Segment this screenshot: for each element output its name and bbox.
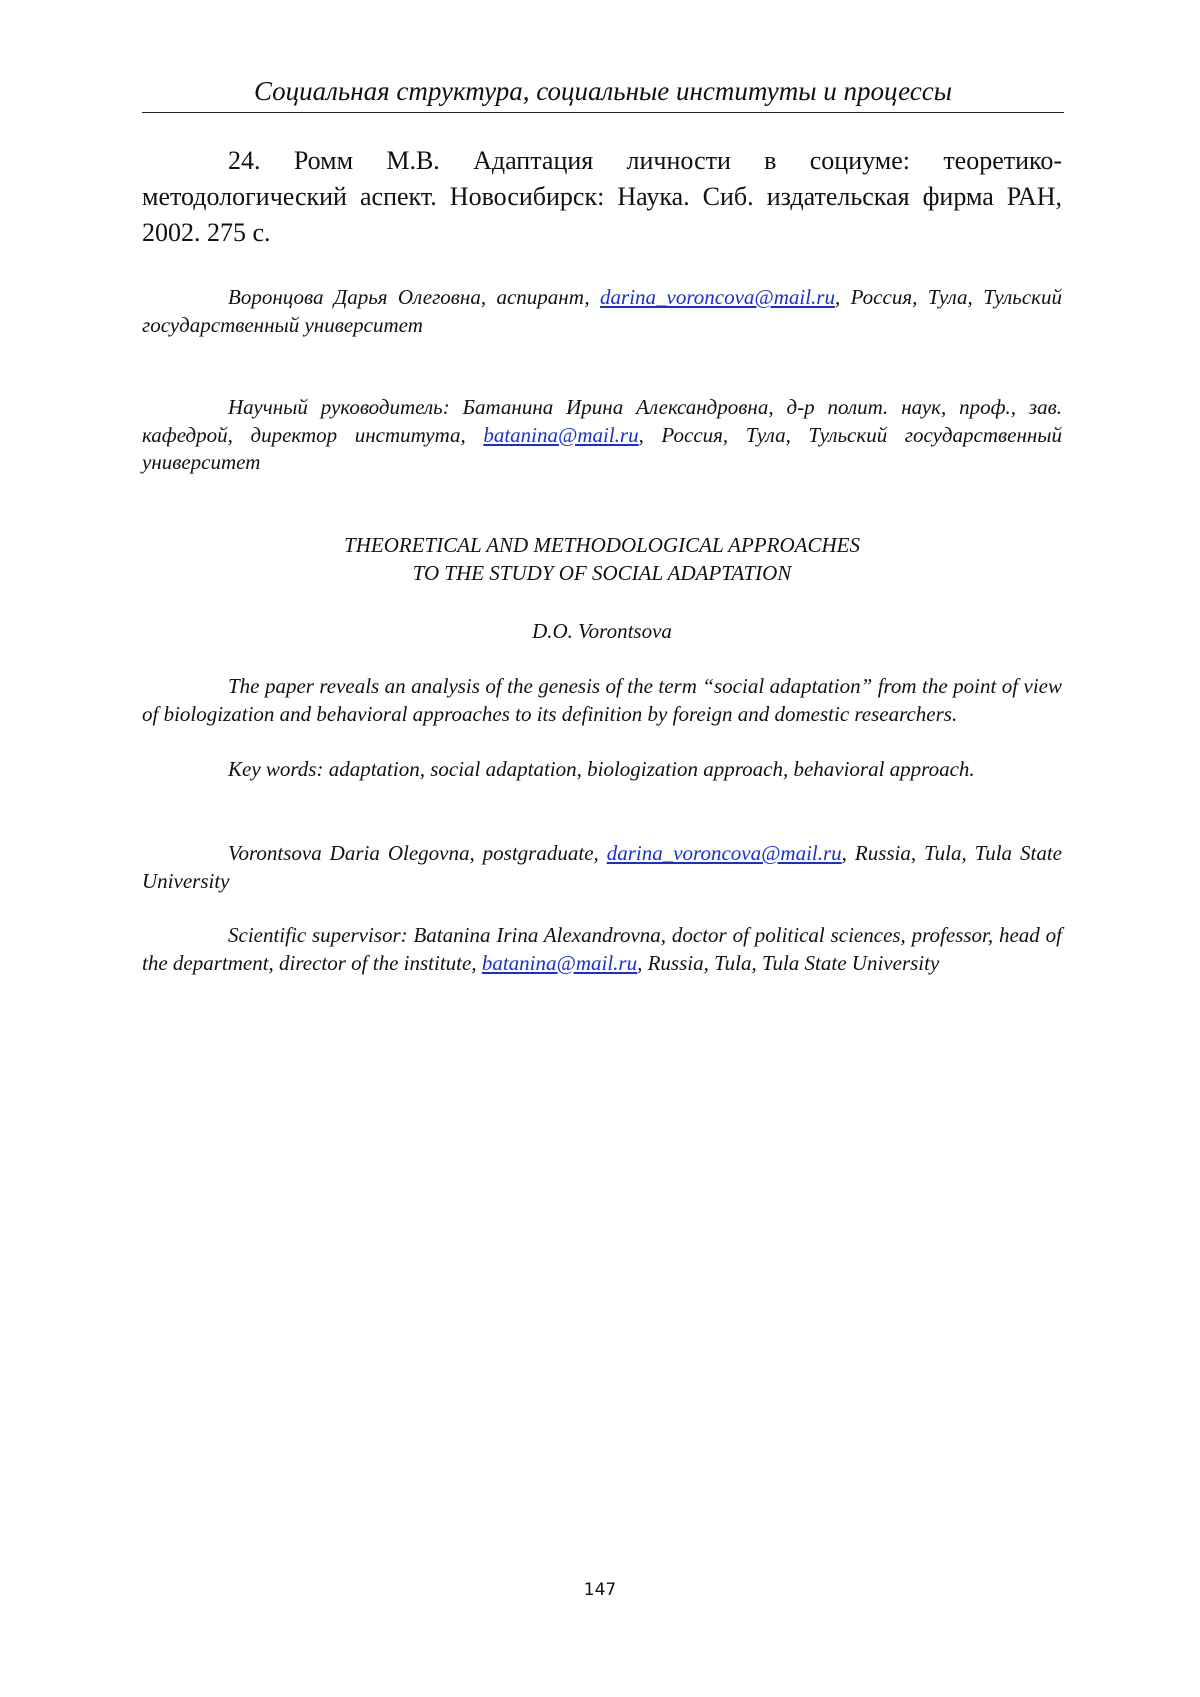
supervisor-ru-email-link[interactable]: batanina@mail.ru — [483, 422, 639, 447]
supervisor-info-ru — [142, 394, 1062, 477]
supervisor-en-text: Scientific supervisor: Batanina Irina Alexandrovna, doctor of political sciences, professor, head of the department, director of the institute, — [142, 923, 1062, 975]
author-ru-email-link[interactable]: darina_voroncova@mail.ru — [600, 285, 835, 309]
author-ru-text: Воронцова Дарья Олеговна, аспирант, — [228, 285, 590, 309]
keywords-en — [142, 756, 1062, 784]
abstract-text: The paper reveals an analysis of the genesis of the term “social adaptation” from the point of view of biologization and behavioral approaches to its definition by foreign and domestic researchers. — [142, 674, 1062, 726]
running-title: Социальная структура, социальные институты и процессы — [253, 76, 953, 106]
author-en-text: Vorontsova Daria Olegovna, postgraduate, — [228, 841, 599, 865]
reference-text: Ромм М.В. Адаптация личности в социуме: теоретико-методологический аспект. Новосибирск: Наука. Сиб. издательская фирма РАН, 2002. 275 с. — [142, 146, 1063, 247]
article-author-en — [142, 618, 1062, 646]
author-en-affiliation: , Russia, Tula, Tula State University — [142, 841, 1062, 893]
author-ru-affiliation: , Россия, Тула, Тульский государственный университет — [142, 285, 1062, 337]
reference-item — [142, 143, 1062, 251]
page-number: 147 — [583, 1580, 617, 1600]
author-en-short: D.O. Vorontsova — [532, 619, 672, 643]
supervisor-en-email-link[interactable]: batanina@mail.ru — [481, 950, 638, 975]
article-title-line-1: THEORETICAL AND METHODOLOGICAL APPROACHES — [344, 533, 860, 557]
article-title-line-2: TO THE STUDY OF SOCIAL ADAPTATION — [412, 560, 792, 585]
supervisor-ru-text: Научный руководитель: Батанина Ирина Александровна, д-р полит. наук, проф., зав. кафедрой, директор института, — [142, 395, 1062, 447]
article-title-en — [142, 532, 1062, 587]
keywords-text: Key words: adaptation, social adaptation, biologization approach, behavioral approach. — [228, 757, 975, 781]
supervisor-info-en — [142, 922, 1062, 977]
supervisor-en-affiliation: , Russia, Tula, Tula State University — [637, 950, 940, 975]
author-info-en — [142, 840, 1062, 895]
abstract-en — [142, 673, 1062, 728]
author-info-ru — [142, 284, 1062, 339]
supervisor-ru-affiliation: , Россия, Тула, Тульский государственный университет — [142, 422, 1063, 474]
author-en-email-link[interactable]: darina_voroncova@mail.ru — [606, 841, 842, 865]
reference-number: 24. — [228, 146, 261, 175]
running-header — [142, 74, 1064, 113]
